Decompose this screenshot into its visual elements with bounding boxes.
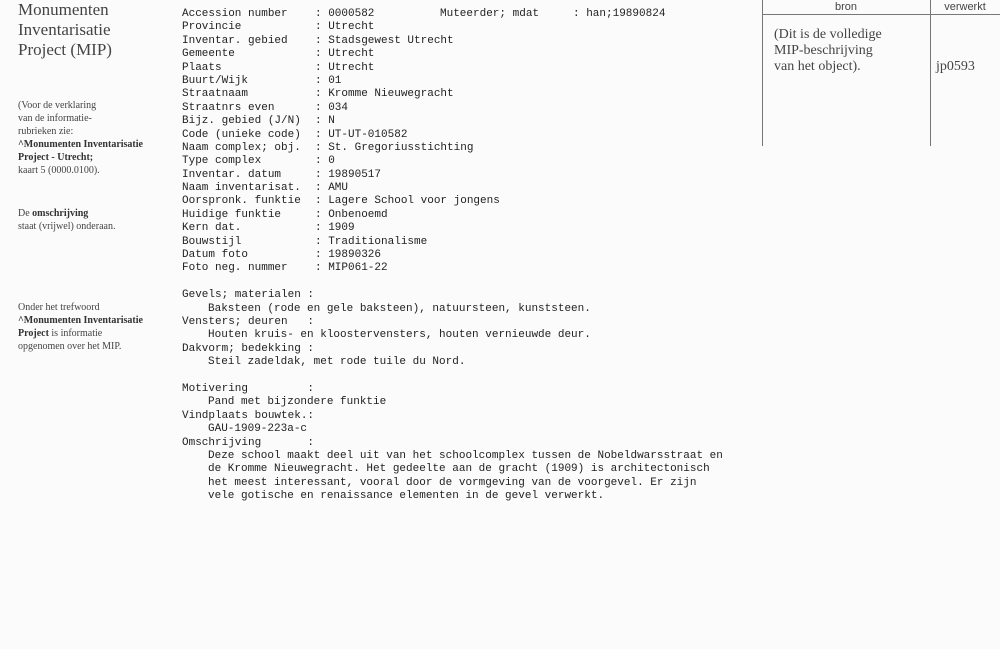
section-dakvorm-heading: Dakvorm; bedekking : <box>182 342 315 355</box>
table-divider <box>930 0 931 146</box>
verwerkt-header: verwerkt <box>930 0 1000 15</box>
bron-line3: van het object). <box>774 59 861 74</box>
field-label: Gemeente <box>182 48 235 61</box>
source-table <box>762 0 1000 146</box>
mip-record <box>182 8 762 504</box>
field-label: Type complex <box>182 155 262 168</box>
field-row <box>182 88 762 101</box>
field-row <box>182 115 762 128</box>
section-vensters-value: Houten kruis- en kloostervensters, houten vernieuwde deur. <box>208 329 591 342</box>
mutator-value: : han;19890824 <box>573 8 666 20</box>
note-verklaring-line2: van de informatie- <box>18 113 92 124</box>
field-value: : 19890326 <box>315 249 382 262</box>
note-trefwoord <box>18 301 168 353</box>
bron-header: bron <box>762 0 930 15</box>
field-value: : N <box>315 115 335 128</box>
field-label: Bijz. gebied (J/N) <box>182 115 301 128</box>
section-vindplaats-heading: Vindplaats bouwtek.: <box>182 409 315 422</box>
field-label: Inventar. datum <box>182 168 282 181</box>
field-row <box>182 222 762 235</box>
note-verklaring-ref: ^Monumenten Inventarisatie <box>18 139 143 150</box>
section-vindplaats-value: GAU-1909-223a-c <box>208 423 308 436</box>
field-value: : Kromme Nieuwegracht <box>315 88 454 101</box>
field-value: : Lagere School voor jongens <box>315 195 500 208</box>
field-value: : AMU <box>315 182 349 195</box>
spacer <box>182 276 762 289</box>
field-value: : Utrecht <box>315 61 375 74</box>
field-value: : Traditionalisme <box>315 235 428 248</box>
field-value: : 0 <box>315 155 335 168</box>
note-omschrijving <box>18 207 168 233</box>
section-vindplaats <box>182 410 762 437</box>
field-value: : St. Gregoriusstichting <box>315 141 474 154</box>
section-omschrijving <box>182 437 762 504</box>
note-omschrijving-pre: De <box>18 208 33 219</box>
note-trefwoord-line1: Onder het trefwoord <box>18 302 100 313</box>
field-row <box>182 195 762 208</box>
field-label: Accession number <box>182 8 288 20</box>
section-omschrijving-heading: Omschrijving : <box>182 436 315 449</box>
field-label: Huidige funktie <box>182 208 282 221</box>
bron-cell <box>774 27 924 75</box>
field-row <box>182 209 762 222</box>
field-row <box>182 262 762 275</box>
field-value: : 034 <box>315 101 349 114</box>
field-value: : Stadsgewest Utrecht <box>315 34 454 47</box>
note-trefwoord-ref2: Project <box>18 328 49 339</box>
mutator-label: Muteerder; mdat <box>440 8 540 20</box>
field-row <box>182 236 762 249</box>
field-row <box>182 129 762 142</box>
field-label: Datum foto <box>182 249 249 262</box>
table-divider <box>762 0 763 146</box>
field-row <box>182 48 762 61</box>
verwerkt-cell: jp0593 <box>936 59 975 74</box>
field-label: Naam inventarisat. <box>182 182 301 195</box>
field-label: Buurt/Wijk <box>182 74 249 87</box>
field-value: : UT-UT-010582 <box>315 128 408 141</box>
section-dakvorm-value: Steil zadeldak, met rode tuile du Nord. <box>208 356 466 369</box>
field-row <box>182 249 762 262</box>
section-gevels-value: Baksteen (rode en gele baksteen), natuursteen, kunststeen. <box>208 302 591 315</box>
field-row <box>182 155 762 168</box>
note-trefwoord-line3 <box>18 327 168 340</box>
field-row <box>182 35 762 48</box>
section-motivering <box>182 383 762 410</box>
field-row <box>182 182 762 195</box>
field-row <box>182 102 762 115</box>
field-label: Straatnrs even <box>182 101 275 114</box>
field-label: Provincie <box>182 21 242 34</box>
section-omschrijving-value: Deze school maakt deel uit van het schoolcomplex tussen de Nobeldwarsstraat en de Kromme Nieuwegracht. Het gedeelte aan de gracht (1909) is architectonisch het meest interessant, vooral door de vormgeving van de voorgevel. Er zijn vele gotische en renaissance elementen in de gevel verwerkt. <box>208 449 723 503</box>
section-gevels-heading: Gevels; materialen : <box>182 289 315 302</box>
field-label: Kern dat. <box>182 222 242 235</box>
note-verklaring-line5 <box>18 151 168 164</box>
note-trefwoord-line4: opgenomen over het MIP. <box>18 341 122 352</box>
field-label: Foto neg. nummer <box>182 262 288 275</box>
field-row <box>182 75 762 88</box>
note-omschrijving-bold: omschrijving <box>32 208 89 219</box>
field-label: Plaats <box>182 61 222 74</box>
field-row <box>182 21 762 34</box>
field-value: : Onbenoemd <box>315 208 388 221</box>
section-motivering-value: Pand met bijzondere funktie <box>208 396 387 409</box>
bron-line1: (Dit is de volledige <box>774 27 882 42</box>
field-row <box>182 142 762 155</box>
record-fields <box>182 8 762 276</box>
note-trefwoord-line2 <box>18 314 168 327</box>
section-vensters-heading: Vensters; deuren : <box>182 316 315 328</box>
mutator-field <box>440 8 665 21</box>
bron-line2: MIP-beschrijving <box>774 43 873 58</box>
section-vensters <box>182 316 762 343</box>
note-verklaring-line6: kaart 5 (0000.0100). <box>18 165 100 176</box>
section-gevels <box>182 289 762 316</box>
field-value: : 19890517 <box>315 168 382 181</box>
mip-title <box>18 0 168 60</box>
note-omschrijving-line2: staat (vrijwel) onderaan. <box>18 221 116 232</box>
note-trefwoord-ref: ^Monumenten Inventarisatie <box>18 315 143 326</box>
field-value: : 0000582 <box>315 8 375 20</box>
section-motivering-heading: Motivering : <box>182 382 315 395</box>
field-value: : Utrecht <box>315 21 375 34</box>
mip-title-line3: Project (MIP) <box>18 40 112 59</box>
note-verklaring-line3: rubrieken zie: <box>18 126 74 137</box>
field-row <box>182 62 762 75</box>
field-value: : Utrecht <box>315 48 375 61</box>
spacer <box>182 370 762 383</box>
note-omschrijving-line1 <box>18 207 168 220</box>
note-verklaring-ref2: Project - Utrecht; <box>18 152 94 163</box>
section-dakvorm <box>182 343 762 370</box>
field-label: Oorspronk. funktie <box>182 195 301 208</box>
field-label: Straatnaam <box>182 88 249 101</box>
field-row <box>182 169 762 182</box>
note-verklaring-line4 <box>18 138 168 151</box>
field-value: : MIP061-22 <box>315 262 388 275</box>
field-value: : 1909 <box>315 222 355 235</box>
mip-title-line2: Inventarisatie <box>18 20 111 39</box>
note-verklaring <box>18 99 168 177</box>
field-label: Naam complex; obj. <box>182 141 301 154</box>
note-trefwoord-rest: is informatie <box>48 328 103 339</box>
field-label: Code (unieke code) <box>182 128 301 141</box>
note-verklaring-line1: (Voor de verklaring <box>18 100 97 111</box>
field-label: Bouwstijl <box>182 235 242 248</box>
field-value: : 01 <box>315 74 342 87</box>
field-label: Inventar. gebied <box>182 34 288 47</box>
mip-title-line1: Monumenten <box>18 0 109 19</box>
